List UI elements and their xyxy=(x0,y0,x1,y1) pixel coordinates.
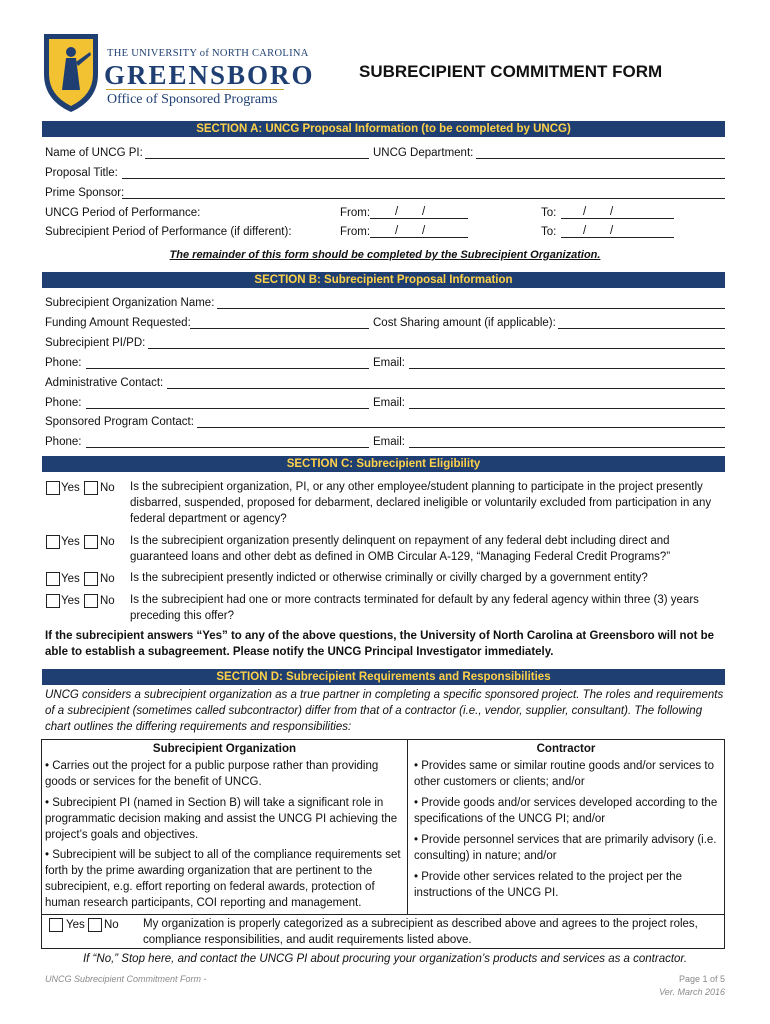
program-email-field[interactable] xyxy=(409,447,725,448)
admin-email-field[interactable] xyxy=(409,408,725,409)
q2-yes-checkbox[interactable] xyxy=(46,535,60,549)
agree-yes-checkbox[interactable] xyxy=(49,918,63,932)
eligibility-question-2: Is the subrecipient organization presently delinquent on repayment of any federal debt including direct and guaranteed loans and other debt as defined in OMB Circular A-129, “Managing Federal Credit Programs?” xyxy=(130,535,671,563)
admin-phone-label: Phone: xyxy=(45,397,82,409)
eligibility-question-4: Is the subrecipient had one or more contracts terminated for default by any federal agency within three (3) years preceding this offer? xyxy=(130,594,699,622)
q1-no-checkbox[interactable] xyxy=(84,481,98,495)
funding-field[interactable] xyxy=(190,328,369,329)
q4-yes-checkbox[interactable] xyxy=(46,594,60,608)
section-b-header: SECTION B: Subrecipient Proposal Information xyxy=(42,272,725,288)
program-phone-label: Phone: xyxy=(45,436,82,448)
pi-email-field[interactable] xyxy=(409,368,725,369)
cost-sharing-label: Cost Sharing amount (if applicable): xyxy=(373,317,556,329)
eligibility-warning: If the subrecipient answers “Yes” to any of the above questions, the University of North Carolina at Greensboro will not be able to establish a subagreement. Please notify the UNCG Principal Investigator immediately. xyxy=(45,630,715,658)
q1-yes-checkbox[interactable] xyxy=(46,481,60,495)
section-c-header: SECTION C: Subrecipient Eligibility xyxy=(42,456,725,472)
col-header-subrecipient: Subrecipient Organization xyxy=(152,743,297,755)
period-label: UNCG Period of Performance: xyxy=(45,207,201,219)
admin-contact-label: Administrative Contact: xyxy=(45,377,164,389)
name-pi-label: Name of UNCG PI: xyxy=(45,147,143,159)
prime-sponsor-field[interactable] xyxy=(122,198,725,199)
subrecipient-item-2: • Subrecipient PI (named in Section B) will take a significant role in programmatic decision making and assist the UNCG PI achieving the project’s goals and objectives. xyxy=(45,797,398,841)
office-name: Office of Sponsored Programs xyxy=(107,92,278,107)
sub-period-label: Subrecipient Period of Performance (if different): xyxy=(45,226,292,238)
sub-period-to-field[interactable] xyxy=(561,237,674,238)
org-name-label: Subrecipient Organization Name: xyxy=(45,297,215,309)
q3-no-checkbox[interactable] xyxy=(84,572,98,586)
funding-label: Funding Amount Requested: xyxy=(45,317,191,329)
org-name-field[interactable] xyxy=(217,308,725,309)
proposal-title-label: Proposal Title: xyxy=(45,167,118,179)
period-from-label: From: xyxy=(340,207,371,219)
remainder-note: The remainder of this form should be completed by the Subrecipient Organization. xyxy=(169,249,601,261)
contractor-item-4: • Provide other services related to the project per the instructions of the UNCG PI. xyxy=(414,871,683,899)
q2-no-checkbox[interactable] xyxy=(84,535,98,549)
admin-contact-field[interactable] xyxy=(167,388,725,389)
cost-sharing-field[interactable] xyxy=(558,328,725,329)
pi-phone-label: Phone: xyxy=(45,357,82,369)
program-contact-label: Sponsored Program Contact: xyxy=(45,416,194,428)
pi-phone-field[interactable] xyxy=(86,368,369,369)
section-d-header: SECTION D: Subrecipient Requirements and Responsibilities xyxy=(42,669,725,685)
section-d-intro: UNCG considers a subrecipient organization as a true partner in completing a specific sponsored project. The roles and requirements of a subrecipient (sometimes called subcontractor) differ from that of a contractor (i.e., vendor, supplier, consultant). The following chart outlines the differing requirements and responsibilities: xyxy=(45,689,724,733)
department-label: UNCG Department: xyxy=(373,147,474,159)
period-to-field[interactable] xyxy=(561,218,674,219)
q4-no-checkbox[interactable] xyxy=(84,594,98,608)
program-email-label: Email: xyxy=(373,436,405,448)
prime-sponsor-label: Prime Sponsor: xyxy=(45,187,125,199)
subrecipient-item-1: • Carries out the project for a public purpose rather than providing goods or services for the benefit of UNCG. xyxy=(45,760,379,788)
campus-name: GREENSBORO xyxy=(104,60,315,90)
proposal-title-field[interactable] xyxy=(122,178,725,179)
contractor-item-1: • Provides same or similar routine goods and/or services to other customers or clients; and/or xyxy=(414,760,714,788)
pi-pd-label: Subrecipient PI/PD: xyxy=(45,337,146,349)
page-number: Page 1 of 5 xyxy=(678,974,725,984)
version: Ver. March 2016 xyxy=(659,987,725,997)
col-header-contractor: Contractor xyxy=(536,743,596,755)
footer-left: UNCG Subrecipient Commitment Form - xyxy=(45,974,207,984)
agreement-statement: My organization is properly categorized as a subrecipient as described above and agrees to the project roles, compliance responsibilities, and audit requirements listed above. xyxy=(143,918,698,946)
eligibility-question-3: Is the subrecipient presently indicted or otherwise criminally or civilly charged by a government entity? xyxy=(130,572,648,584)
period-to-label: To: xyxy=(541,207,557,219)
sub-period-from-field[interactable] xyxy=(370,237,468,238)
program-phone-field[interactable] xyxy=(86,447,369,448)
subrecipient-item-3: • Subrecipient will be subject to all of the compliance requirements set forth by the prime awarding organization that are pertinent to the subrecipient, e.g. effort reporting on federal awards, protection of human research participants, COI reporting and management. xyxy=(45,849,401,909)
name-pi-field[interactable] xyxy=(145,158,369,159)
requirements-table xyxy=(41,739,725,915)
eligibility-question-1: Is the subrecipient organization, PI, or any other employee/student planning to participate in the project presently disbarred, suspended, proposed for debarment, declared ineligible or voluntarily excluded from participation in any federal department or agency? xyxy=(130,481,712,525)
contractor-item-2: • Provide goods and/or services developed according to the specifications of the UNCG PI; and/or xyxy=(414,797,718,825)
seal-icon xyxy=(40,30,102,114)
university-line: THE UNIVERSITY of NORTH CAROLINA xyxy=(107,48,309,59)
pi-email-label: Email: xyxy=(373,357,405,369)
contractor-item-3: • Provide personnel services that are primarily advisory (i.e. consulting) in nature; and/or xyxy=(414,834,717,862)
pi-pd-field[interactable] xyxy=(148,348,725,349)
sub-period-to-label: To: xyxy=(541,226,557,238)
form-title: SUBRECIPIENT COMMITMENT FORM xyxy=(359,62,663,81)
department-field[interactable] xyxy=(476,158,725,159)
q3-yes-checkbox[interactable] xyxy=(46,572,60,586)
section-a-header: SECTION A: UNCG Proposal Information (to be completed by UNCG) xyxy=(42,121,725,137)
agree-no-checkbox[interactable] xyxy=(88,918,102,932)
program-contact-field[interactable] xyxy=(197,427,725,428)
admin-email-label: Email: xyxy=(373,397,405,409)
sub-period-from-label: From: xyxy=(340,226,371,238)
admin-phone-field[interactable] xyxy=(86,408,369,409)
period-from-field[interactable] xyxy=(370,218,468,219)
stop-note: If “No,” Stop here, and contact the UNCG PI about procuring your organization’s products and services as a contractor. xyxy=(82,953,688,965)
